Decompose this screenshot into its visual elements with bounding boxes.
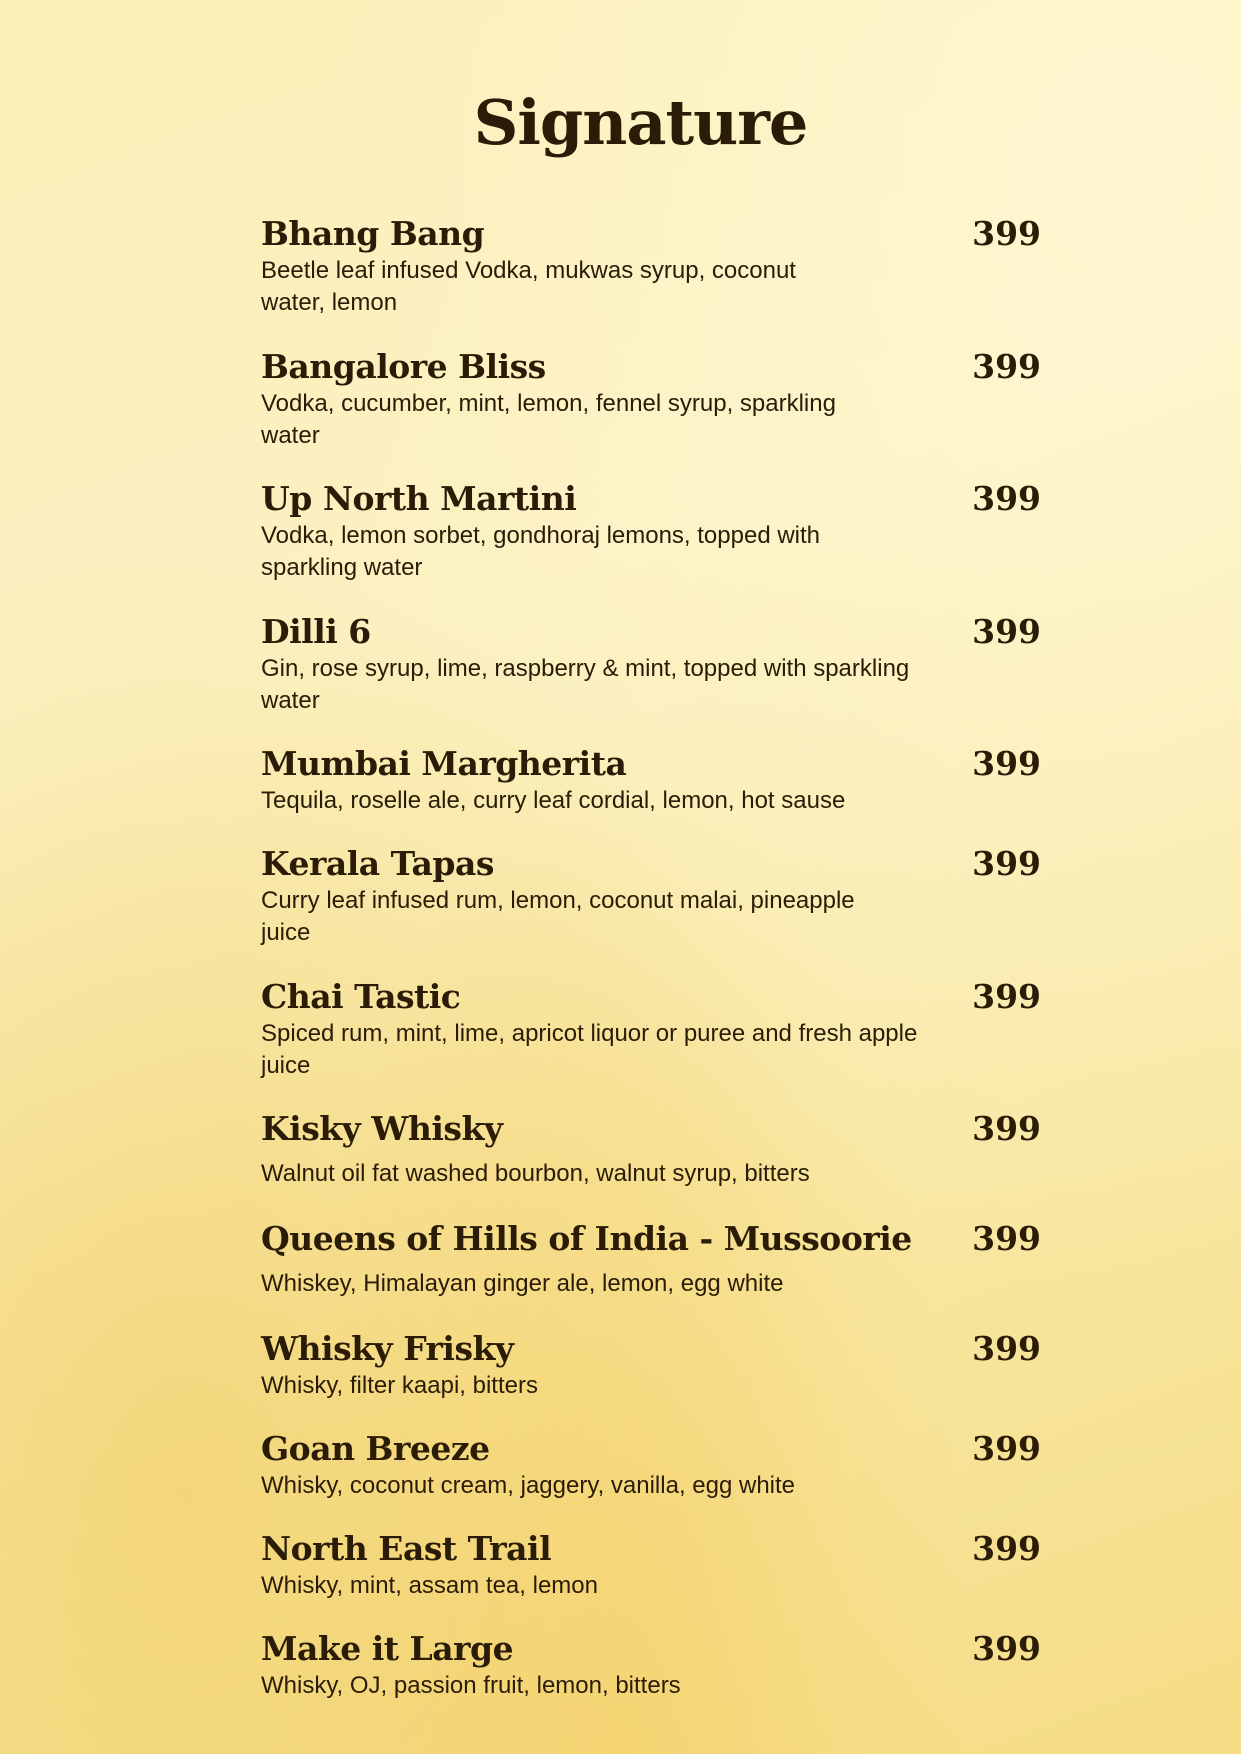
item-description: Tequila, roselle ale, curry leaf cordial, lemon, hot sause — [261, 787, 846, 814]
item-price: 399 — [972, 1429, 1041, 1468]
item-name: Dilli 6 — [261, 612, 371, 651]
item-price: 399 — [972, 1329, 1041, 1368]
item-price: 399 — [972, 1629, 1041, 1668]
item-price: 399 — [972, 1219, 1041, 1258]
item-description: Walnut oil fat washed bourbon, walnut syrup, bitters — [261, 1160, 810, 1187]
item-name: Chai Tastic — [261, 977, 461, 1016]
item-name: Mumbai Margherita — [261, 744, 627, 783]
menu-item — [261, 478, 1041, 584]
item-description: Vodka, cucumber, mint, lemon, fennel syrup, sparkling water — [261, 390, 836, 449]
menu-item — [261, 843, 1041, 949]
item-name: Bhang Bang — [261, 214, 485, 253]
menu-item — [261, 611, 1041, 717]
menu-item — [261, 346, 1041, 452]
item-name: Queens of Hills of India - Mussoorie — [261, 1219, 912, 1258]
item-description: Whisky, mint, assam tea, lemon — [261, 1572, 598, 1599]
item-price: 399 — [972, 479, 1041, 518]
item-description: Whisky, filter kaapi, bitters — [261, 1372, 538, 1399]
menu-item — [261, 1108, 1041, 1190]
item-description: Beetle leaf infused Vodka, mukwas syrup, coconut water, lemon — [261, 257, 796, 316]
menu-item — [261, 1528, 1041, 1602]
page-title: Signature — [473, 86, 808, 159]
item-price: 399 — [972, 612, 1041, 651]
item-description: Vodka, lemon sorbet, gondhoraj lemons, topped with sparkling water — [261, 522, 821, 581]
item-name: Make it Large — [261, 1629, 514, 1668]
menu-item — [261, 1428, 1041, 1502]
menu-item — [261, 743, 1041, 817]
item-description: Curry leaf infused rum, lemon, coconut malai, pineapple juice — [261, 887, 855, 946]
item-description: Whiskey, Himalayan ginger ale, lemon, egg white — [261, 1270, 784, 1297]
item-name: Kisky Whisky — [261, 1109, 503, 1148]
item-price: 399 — [972, 977, 1041, 1016]
item-name: North East Trail — [261, 1529, 552, 1568]
item-description: Whisky, coconut cream, jaggery, vanilla, egg white — [261, 1472, 796, 1499]
item-name: Kerala Tapas — [261, 844, 494, 883]
item-price: 399 — [972, 844, 1041, 883]
item-description: Whisky, OJ, passion fruit, lemon, bitters — [261, 1672, 681, 1699]
item-name: Goan Breeze — [261, 1429, 490, 1468]
item-price: 399 — [972, 214, 1041, 253]
item-price: 399 — [972, 1529, 1041, 1568]
item-name: Up North Martini — [261, 479, 577, 518]
menu-item — [261, 976, 1041, 1082]
item-name: Whisky Frisky — [261, 1329, 514, 1368]
menu-item — [261, 213, 1041, 319]
menu-item — [261, 1328, 1041, 1402]
item-price: 399 — [972, 347, 1041, 386]
menu-item — [261, 1628, 1041, 1702]
item-price: 399 — [972, 744, 1041, 783]
menu-item — [261, 1218, 1041, 1300]
item-description: Spiced rum, mint, lime, apricot liquor or puree and fresh apple juice — [261, 1020, 918, 1079]
item-description: Gin, rose syrup, lime, raspberry & mint, topped with sparkling water — [261, 655, 910, 714]
item-price: 399 — [972, 1109, 1041, 1148]
item-name: Bangalore Bliss — [261, 347, 546, 386]
